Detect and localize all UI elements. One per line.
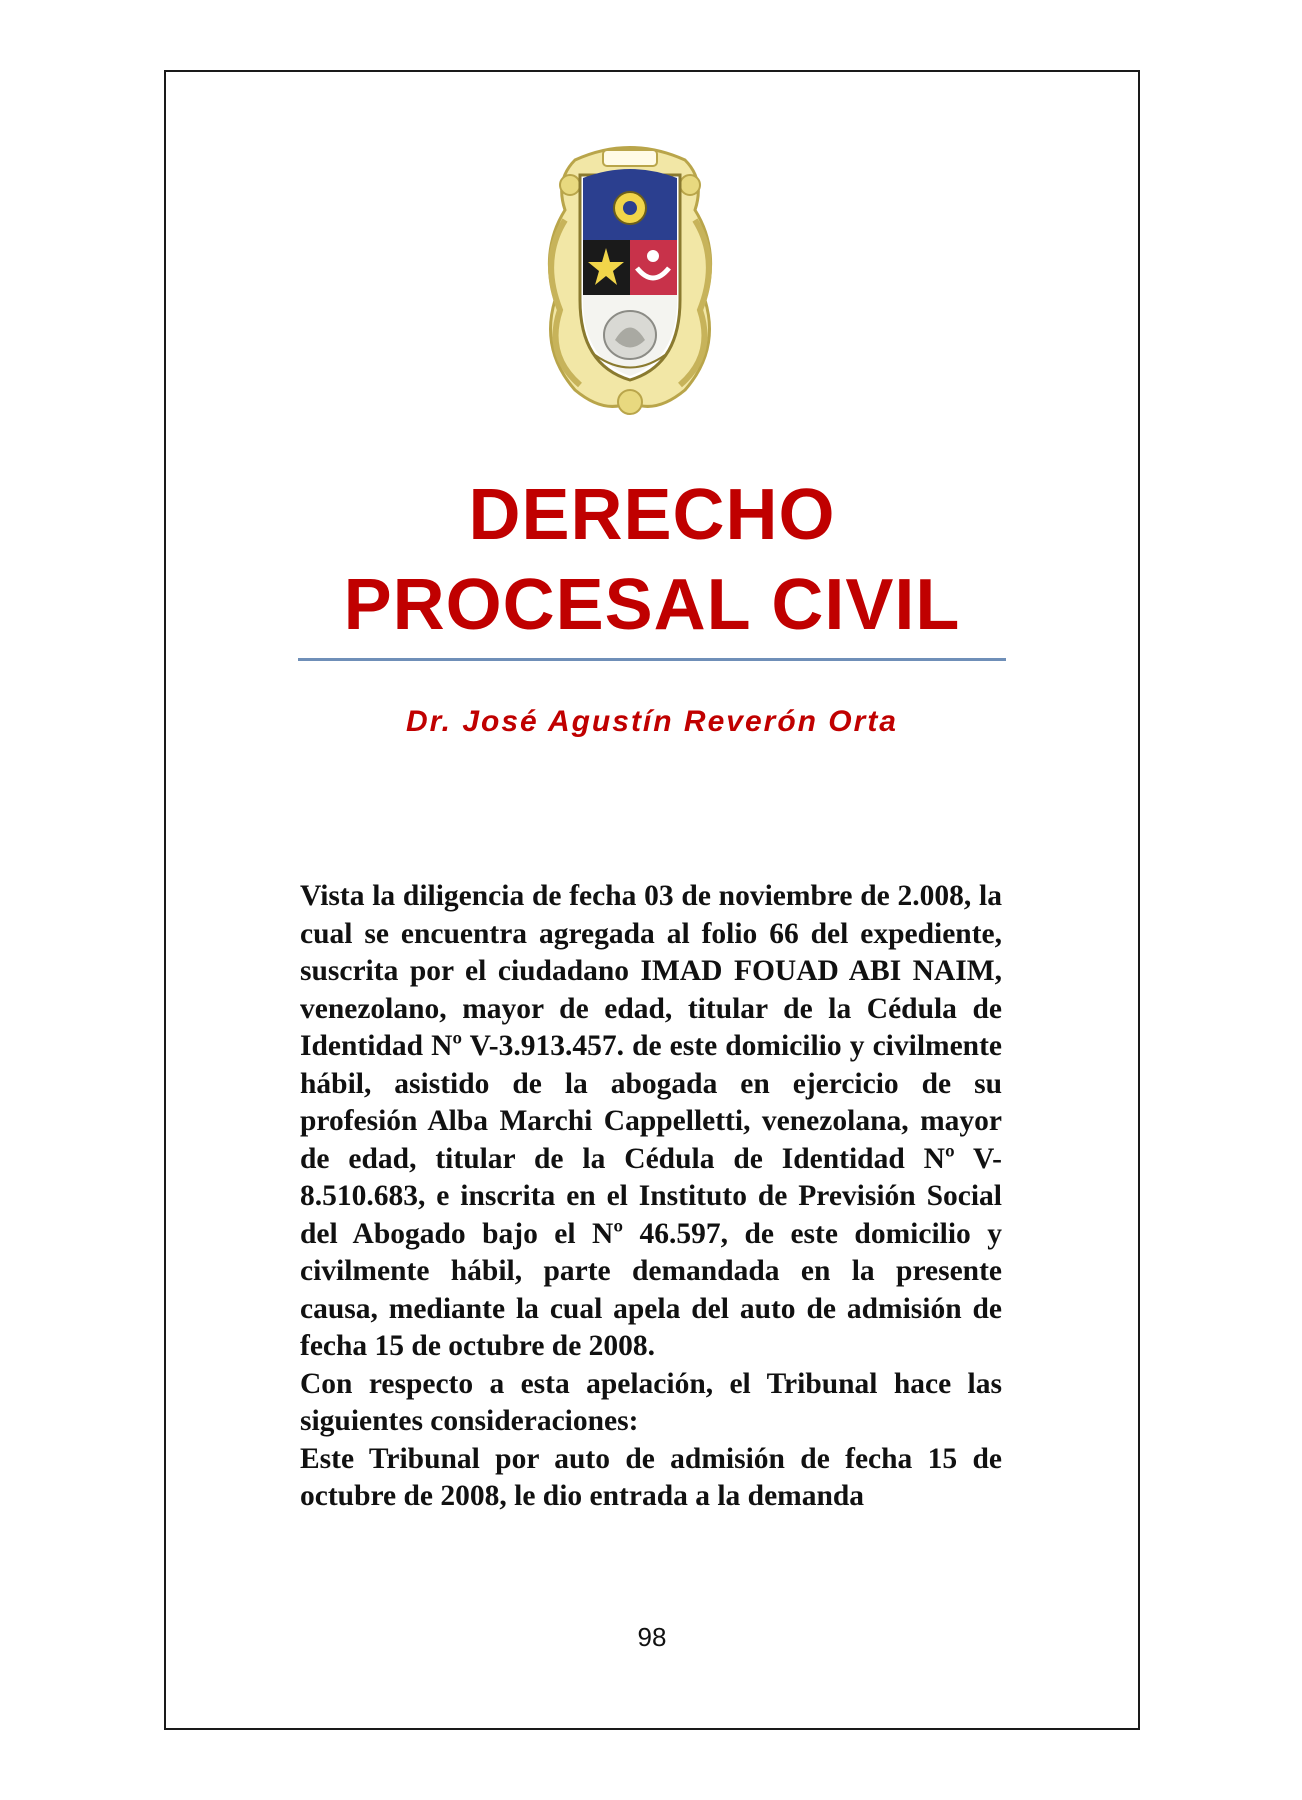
title-line-1: DERECHO [468, 475, 836, 555]
author-name: Dr. José Agustín Reverón Orta [405, 705, 898, 738]
title-divider [298, 658, 1006, 661]
coat-of-arms-icon [535, 140, 725, 420]
paragraph-3: Este Tribunal por auto de admisión de fecha 15 de octubre de 2008, le dio entrada a la demanda [300, 1442, 1002, 1512]
body-text [300, 878, 1002, 1516]
paragraph-1: Vista la diligencia de fecha 03 de noviembre de 2.008, la cual se encuentra agregada al folio 66 del expediente, suscrita por el ciudadano IMAD FOUAD ABI NAIM, venezolano, mayor de edad, titular de la Cédula de Identidad Nº V-3.913.457. de este domicilio y civilmente hábil, asistido de la abogada en ejercicio de su profesión Alba Marchi Cappelletti, venezolana, mayor de edad, titular de la Cédula de Identidad Nº V-8.510.683, e inscrita en el Instituto de Previsión Social del Abogado bajo el Nº 46.597, de este domicilio y civilmente hábil, parte demandada en la presente causa, mediante la cual apela del auto de admisión de fecha 15 de octubre de 2008. [300, 880, 1002, 1362]
title-line-2: PROCESAL CIVIL [343, 565, 961, 645]
document-title [164, 470, 1140, 650]
page-number: 98 [637, 1622, 667, 1652]
paragraph-2: Con respecto a esta apelación, el Tribunal hace las siguientes consideraciones: [300, 1367, 1002, 1437]
